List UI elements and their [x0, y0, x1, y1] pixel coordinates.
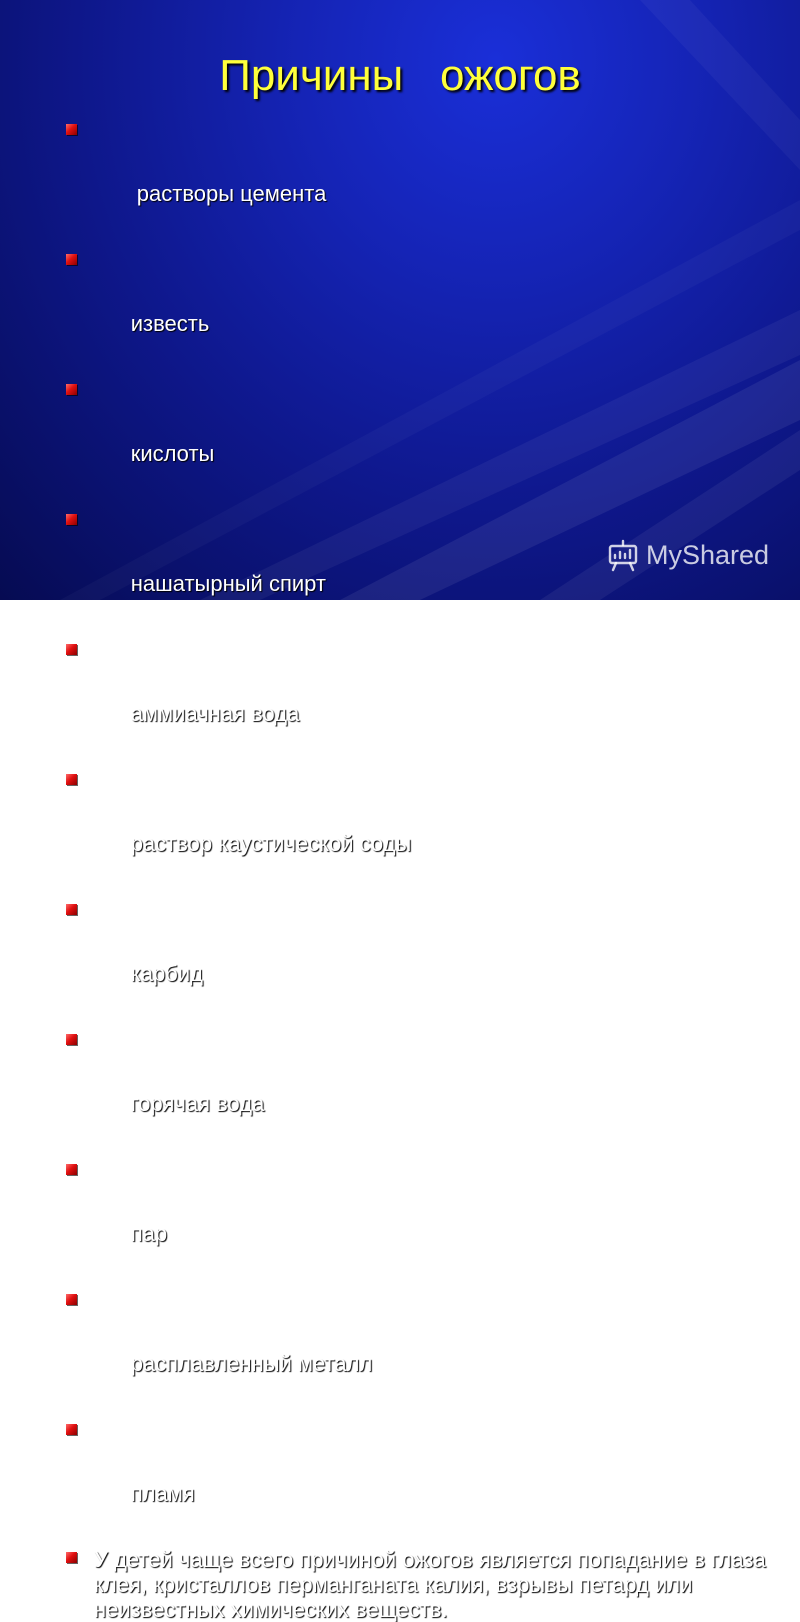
watermark-text: MyShared [646, 539, 770, 570]
bullet-text: аммиачная вода [130, 701, 300, 726]
list-item [66, 1413, 766, 1543]
list-item [66, 1023, 766, 1153]
bullet-text: известь [130, 311, 210, 336]
list-item [66, 113, 766, 243]
list-item [66, 1153, 766, 1283]
list-item [66, 763, 766, 893]
bullet-text: раствор каустической соды [130, 831, 412, 856]
square-bullet-icon [66, 1552, 77, 1563]
list-item [66, 893, 766, 1023]
bullet-text: нашатырный спирт [130, 571, 326, 596]
square-bullet-icon [66, 1034, 77, 1045]
bullet-text: пламя [130, 1481, 195, 1506]
list-item [66, 373, 766, 503]
square-bullet-icon [66, 644, 77, 655]
bullet-text: горячая вода [130, 1091, 265, 1116]
square-bullet-icon [66, 774, 77, 785]
square-bullet-icon [66, 384, 77, 395]
bullet-text: расплавленный металл [130, 1351, 373, 1376]
bullet-text: кислоты [130, 441, 215, 466]
square-bullet-icon [66, 254, 77, 265]
slide-title: Причины ожогов [219, 51, 581, 100]
presentation-board-icon [606, 538, 640, 572]
square-bullet-icon [66, 1424, 77, 1435]
bullet-text: У детей чаще всего причиной ожогов является попадание в глаза клея, кристаллов перманганата калия, взрывы петард или неизвестных химических веществ. [94, 1547, 766, 1622]
list-item [66, 243, 766, 373]
bullet-text: карбид [130, 961, 203, 986]
square-bullet-icon [66, 124, 77, 135]
square-bullet-icon [66, 514, 77, 525]
bullet-list [66, 113, 766, 1622]
square-bullet-icon [66, 904, 77, 915]
list-item [66, 1283, 766, 1413]
bullet-text: растворы цемента [130, 181, 327, 206]
list-item [66, 1543, 766, 1622]
square-bullet-icon [66, 1164, 77, 1175]
list-item [66, 633, 766, 763]
square-bullet-icon [66, 1294, 77, 1305]
watermark[interactable] [606, 536, 769, 574]
bullet-text: пар [130, 1221, 168, 1246]
